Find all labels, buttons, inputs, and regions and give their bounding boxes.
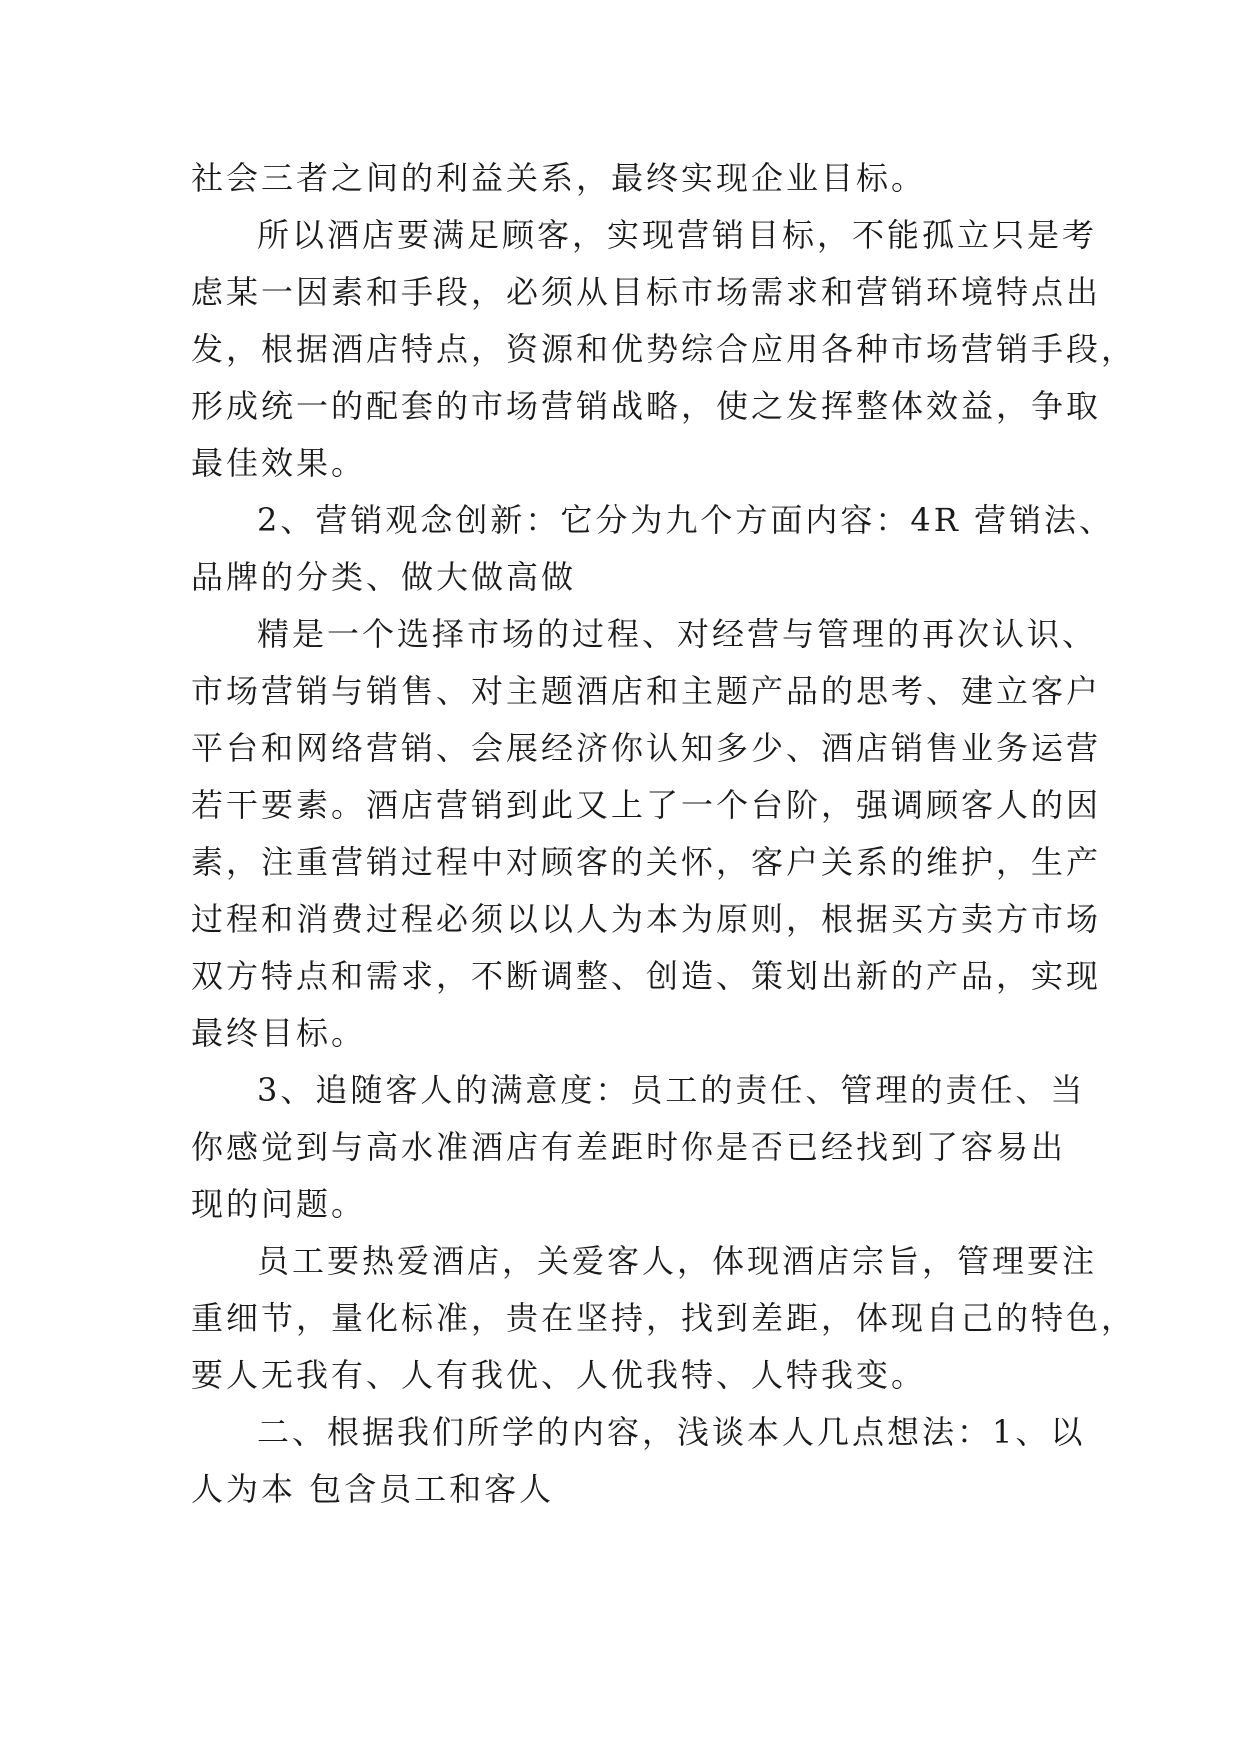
text-line: 3、追随客人的满意度：员工的责任、管理的责任、当	[257, 1071, 1086, 1109]
text-line: 若干要素。酒店营销到此又上了一个台阶，强调顾客人的因	[191, 786, 1102, 824]
text-line: 精是一个选择市场的过程、对经营与管理的再次认识、	[257, 615, 1098, 653]
text-line: 素，注重营销过程中对顾客的关怀，客户关系的维护，生产	[191, 843, 1102, 881]
text-line: 品牌的分类、做大做高做	[191, 558, 577, 596]
text-line: 2、营销观念创新：它分为九个方面内容：4R 营销法、	[257, 501, 1114, 539]
text-line: 平台和网络营销、会展经济你认知多少、酒店销售业务运营	[191, 729, 1102, 767]
text-line: 二、根据我们所学的内容，浅谈本人几点想法：1、以	[257, 1413, 1086, 1451]
text-line: 发，根据酒店特点，资源和优势综合应用各种市场营销手段，	[191, 330, 1137, 368]
text-line: 社会三者之间的利益关系，最终实现企业目标。	[191, 159, 927, 197]
text-line: 最佳效果。	[191, 444, 367, 482]
text-line: 过程和消费过程必须以以人为本为原则，根据买方卖方市场	[191, 900, 1102, 938]
text-line: 现的问题。	[191, 1185, 367, 1223]
text-line: 所以酒店要满足顾客，实现营销目标，不能孤立只是考	[257, 216, 1098, 254]
text-line: 虑某一因素和手段，必须从目标市场需求和营销环境特点出	[191, 273, 1102, 311]
text-line: 重细节，量化标准，贵在坚持，找到差距，体现自己的特色，	[191, 1299, 1137, 1337]
text-line: 人为本 包含员工和客人	[191, 1470, 555, 1508]
document-body	[191, 150, 1137, 1518]
text-line: 最终目标。	[191, 1014, 367, 1052]
text-line: 形成统一的配套的市场营销战略，使之发挥整体效益，争取	[191, 387, 1102, 425]
text-line: 双方特点和需求，不断调整、创造、策划出新的产品，实现	[191, 957, 1102, 995]
text-line: 员工要热爱酒店，关爱客人，体现酒店宗旨，管理要注	[257, 1242, 1098, 1280]
text-line: 市场营销与销售、对主题酒店和主题产品的思考、建立客户	[191, 672, 1102, 710]
text-line: 你感觉到与高水准酒店有差距时你是否已经找到了容易出	[191, 1128, 1067, 1166]
text-line: 要人无我有、人有我优、人优我特、人特我变。	[191, 1356, 927, 1394]
